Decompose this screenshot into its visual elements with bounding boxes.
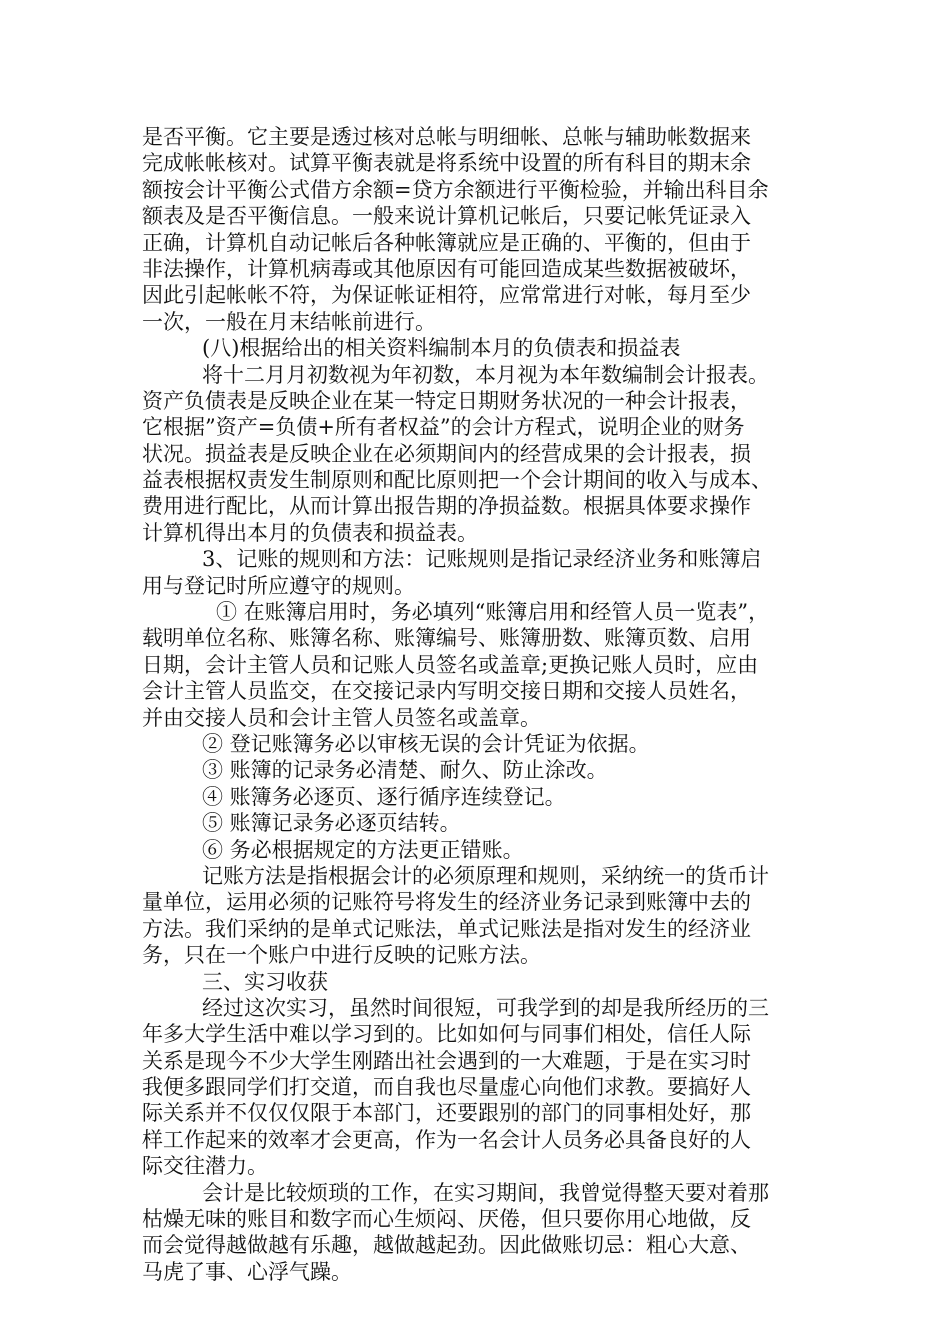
text-line: 量单位，运用必须的记账符号将发生的经济业务记录到账簿中去的 [142,890,751,915]
text-line: 正确，计算机自动记帐后各种帐簿就应是正确的、平衡的，但由于 [142,230,751,255]
text-line: 枯燥无味的账目和数字而心生烦闷、厌倦，但只要你用心地做，反 [142,1207,751,1232]
text-line: ③ 账簿的记录务必清楚、耐久、防止涂改。 [202,758,608,783]
text-line: 关系是现今不少大学生刚踏出社会遇到的一大难题，于是在实习时 [142,1048,751,1073]
text-line: 一次，一般在月末结帐前进行。 [142,309,436,334]
text-line: 它根据”资产=负债+所有者权益”的会计方程式，说明企业的财务 [142,415,745,440]
text-line: 完成帐帐核对。试算平衡表就是将系统中设置的所有科目的期末余 [142,151,751,176]
text-line: ④ 账簿务必逐页、逐行循序连续登记。 [202,784,566,809]
text-line: 三、实习收获 [202,969,328,994]
text-line: 并由交接人员和会计主管人员签名或盖章。 [142,705,541,730]
text-line: 务，只在一个账户中进行反映的记账方法。 [142,943,541,968]
text-line: ⑥ 务必根据规定的方法更正错账。 [202,837,524,862]
text-line: 记账方法是指根据会计的必须原理和规则，采纳统一的货币计 [202,863,769,888]
text-line: 会计是比较烦琐的工作，在实习期间，我曾觉得整天要对着那 [202,1180,769,1205]
text-line: 马虎了事、心浮气躁。 [142,1259,352,1284]
text-line: 方法。我们采纳的是单式记账法，单式记账法是指对发生的经济业 [142,916,751,941]
text-line: ② 登记账簿务必以审核无误的会计凭证为依据。 [202,731,650,756]
text-line: (八)根据给出的相关资料编制本月的负债表和损益表 [202,336,681,361]
text-line: 是否平衡。它主要是透过核对总帐与明细帐、总帐与辅助帐数据来 [142,125,751,149]
text-line: 际关系并不仅仅仅限于本部门，还要跟别的部门的同事相处好，那 [142,1101,751,1126]
text-line: 年多大学生活中难以学习到的。比如如何与同事们相处，信任人际 [142,1022,751,1047]
text-line: 费用进行配比，从而计算出报告期的净损益数。根据具体要求操作 [142,494,751,519]
text-line: 日期，会计主管人员和记账人员签名或盖章;更换记账人员时，应由 [142,652,759,677]
text-line: 会计主管人员监交，在交接记录内写明交接日期和交接人员姓名， [142,679,751,704]
text-line: 而会觉得越做越有乐趣，越做越起劲。因此做账切忌：粗心大意、 [142,1233,751,1258]
text-line: 状况。损益表是反映企业在必须期间内的经营成果的会计报表，损 [142,441,751,466]
text-line: ① 在账簿启用时，务必填列“账簿启用和经管人员一览表”， [216,600,770,625]
text-line: 计算机得出本月的负债表和损益表。 [142,520,478,545]
text-line: 际交往潜力。 [142,1154,268,1179]
text-line: 我便多跟同学们打交道，而自我也尽量虚心向他们求教。要搞好人 [142,1075,751,1100]
text-line: 非法操作，计算机病毒或其他原因有可能回造成某些数据被破坏， [142,256,751,281]
text-line: 用与登记时所应遵守的规则。 [142,573,415,598]
text-line: 额按会计平衡公式借方余额=贷方余额进行平衡检验，并输出科目余 [142,177,769,202]
text-line: 因此引起帐帐不符，为保证帐证相符，应常常进行对帐，每月至少 [142,283,751,308]
document-body [142,124,832,1285]
text-line: 额表及是否平衡信息。一般来说计算机记帐后，只要记帐凭证录入 [142,204,751,229]
text-line: 益表根据权责发生制原则和配比原则把一个会计期间的收入与成本、 [142,468,772,493]
text-line: ⑤ 账簿记录务必逐页结转。 [202,811,461,836]
text-line: 将十二月月初数视为年初数，本月视为本年数编制会计报表。 [202,362,769,387]
text-line: 样工作起来的效率才会更高，作为一名会计人员务必具备良好的人 [142,1127,751,1152]
text-line: 3、记账的规则和方法：记账规则是指记录经济业务和账簿启 [202,547,762,572]
text-line: 载明单位名称、账簿名称、账簿编号、账簿册数、账簿页数、启用 [142,626,751,651]
text-line: 经过这次实习，虽然时间很短，可我学到的却是我所经历的三 [202,995,769,1020]
text-line: 资产负债表是反映企业在某一特定日期财务状况的一种会计报表， [142,388,751,413]
